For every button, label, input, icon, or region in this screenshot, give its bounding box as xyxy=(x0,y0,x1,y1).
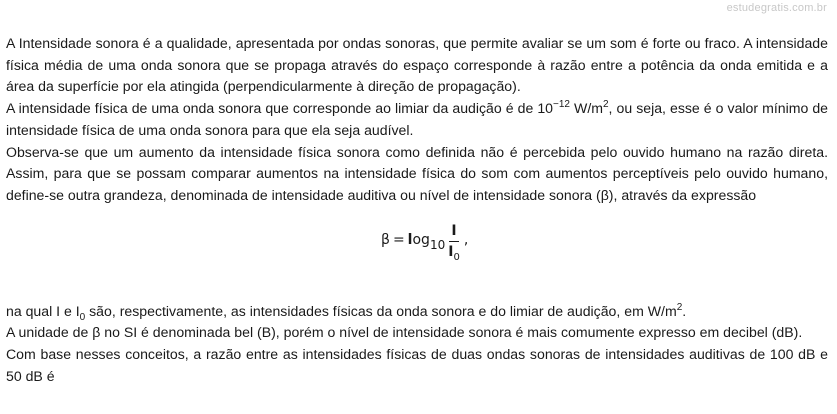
formula-denominator xyxy=(448,242,460,263)
variables-sub: 0 xyxy=(79,311,86,323)
formula-log-l: l xyxy=(407,232,413,249)
formula-fraction xyxy=(448,222,460,263)
threshold-unit-exponent: 2 xyxy=(602,99,609,111)
formula-denominator-sub: 0 xyxy=(453,251,460,263)
formula-block xyxy=(6,207,828,301)
variables-text-b: são, respectivamente, as intensidades físicas da onda sonora e do limiar de audição, em W/m xyxy=(85,302,677,319)
variables-text-c: . xyxy=(682,302,687,319)
threshold-exponent: −12 xyxy=(553,99,570,111)
formula-denominator-i: I xyxy=(448,243,454,260)
variables-text-a: na qual I e I xyxy=(6,302,80,319)
paragraph-question: Com base nesses conceitos, a razão entre as intensidades físicas de duas ondas sonoras de intensidades auditivas de 100 dB e 50 dB é xyxy=(6,346,828,384)
threshold-text-b: W/m xyxy=(569,100,603,117)
formula-comma: , xyxy=(463,232,469,249)
paragraph-variables xyxy=(6,301,828,323)
formula-log xyxy=(408,230,430,252)
paragraph-unit: A unidade de β no SI é denominada bel (B), porém o nível de intensidade sonora é mais comumente expresso em decibel (dB). xyxy=(6,324,803,341)
formula-beta: β xyxy=(381,232,390,249)
formula-equals: = xyxy=(392,232,405,249)
site-watermark: estudegratis.com.br xyxy=(726,2,827,14)
variables-sup: 2 xyxy=(676,301,683,313)
decibel-formula xyxy=(381,222,469,263)
question-text xyxy=(6,33,828,387)
formula-numerator: I xyxy=(449,223,458,242)
paragraph-definition: Observa-se que um aumento da intensidade física sonora como definida não é percebida pelo ouvido humano na razão direta. Assim, para que se possam comparar aumentos na intensidade física do som com aumentos perceptíveis pelo ouvido humano, define-se outra grandeza, denominada de intensidade auditiva ou nível de intensidade sonora (β), através da expressão xyxy=(6,143,828,203)
threshold-text-c: , ou seja, esse é o valor mínimo de intensidade física de uma onda sonora para que ela seja audível. xyxy=(6,100,829,138)
formula-log-base: 10 xyxy=(429,238,446,253)
paragraph-intro: A Intensidade sonora é a qualidade, apresentada por ondas sonoras, que permite avaliar se um som é forte ou fraco. A intensidade física média de uma onda sonora que se propaga através do espaço corresponde à razão entre a potência da onda emitida e a área da superfície por ela atingida (perpendicularmente à direção de propagação). xyxy=(6,35,828,95)
formula-log-rest: og xyxy=(412,232,430,249)
threshold-text-a: A intensidade física de uma onda sonora que corresponde ao limiar da audição é de 10 xyxy=(6,100,554,117)
paragraph-threshold xyxy=(6,98,828,141)
